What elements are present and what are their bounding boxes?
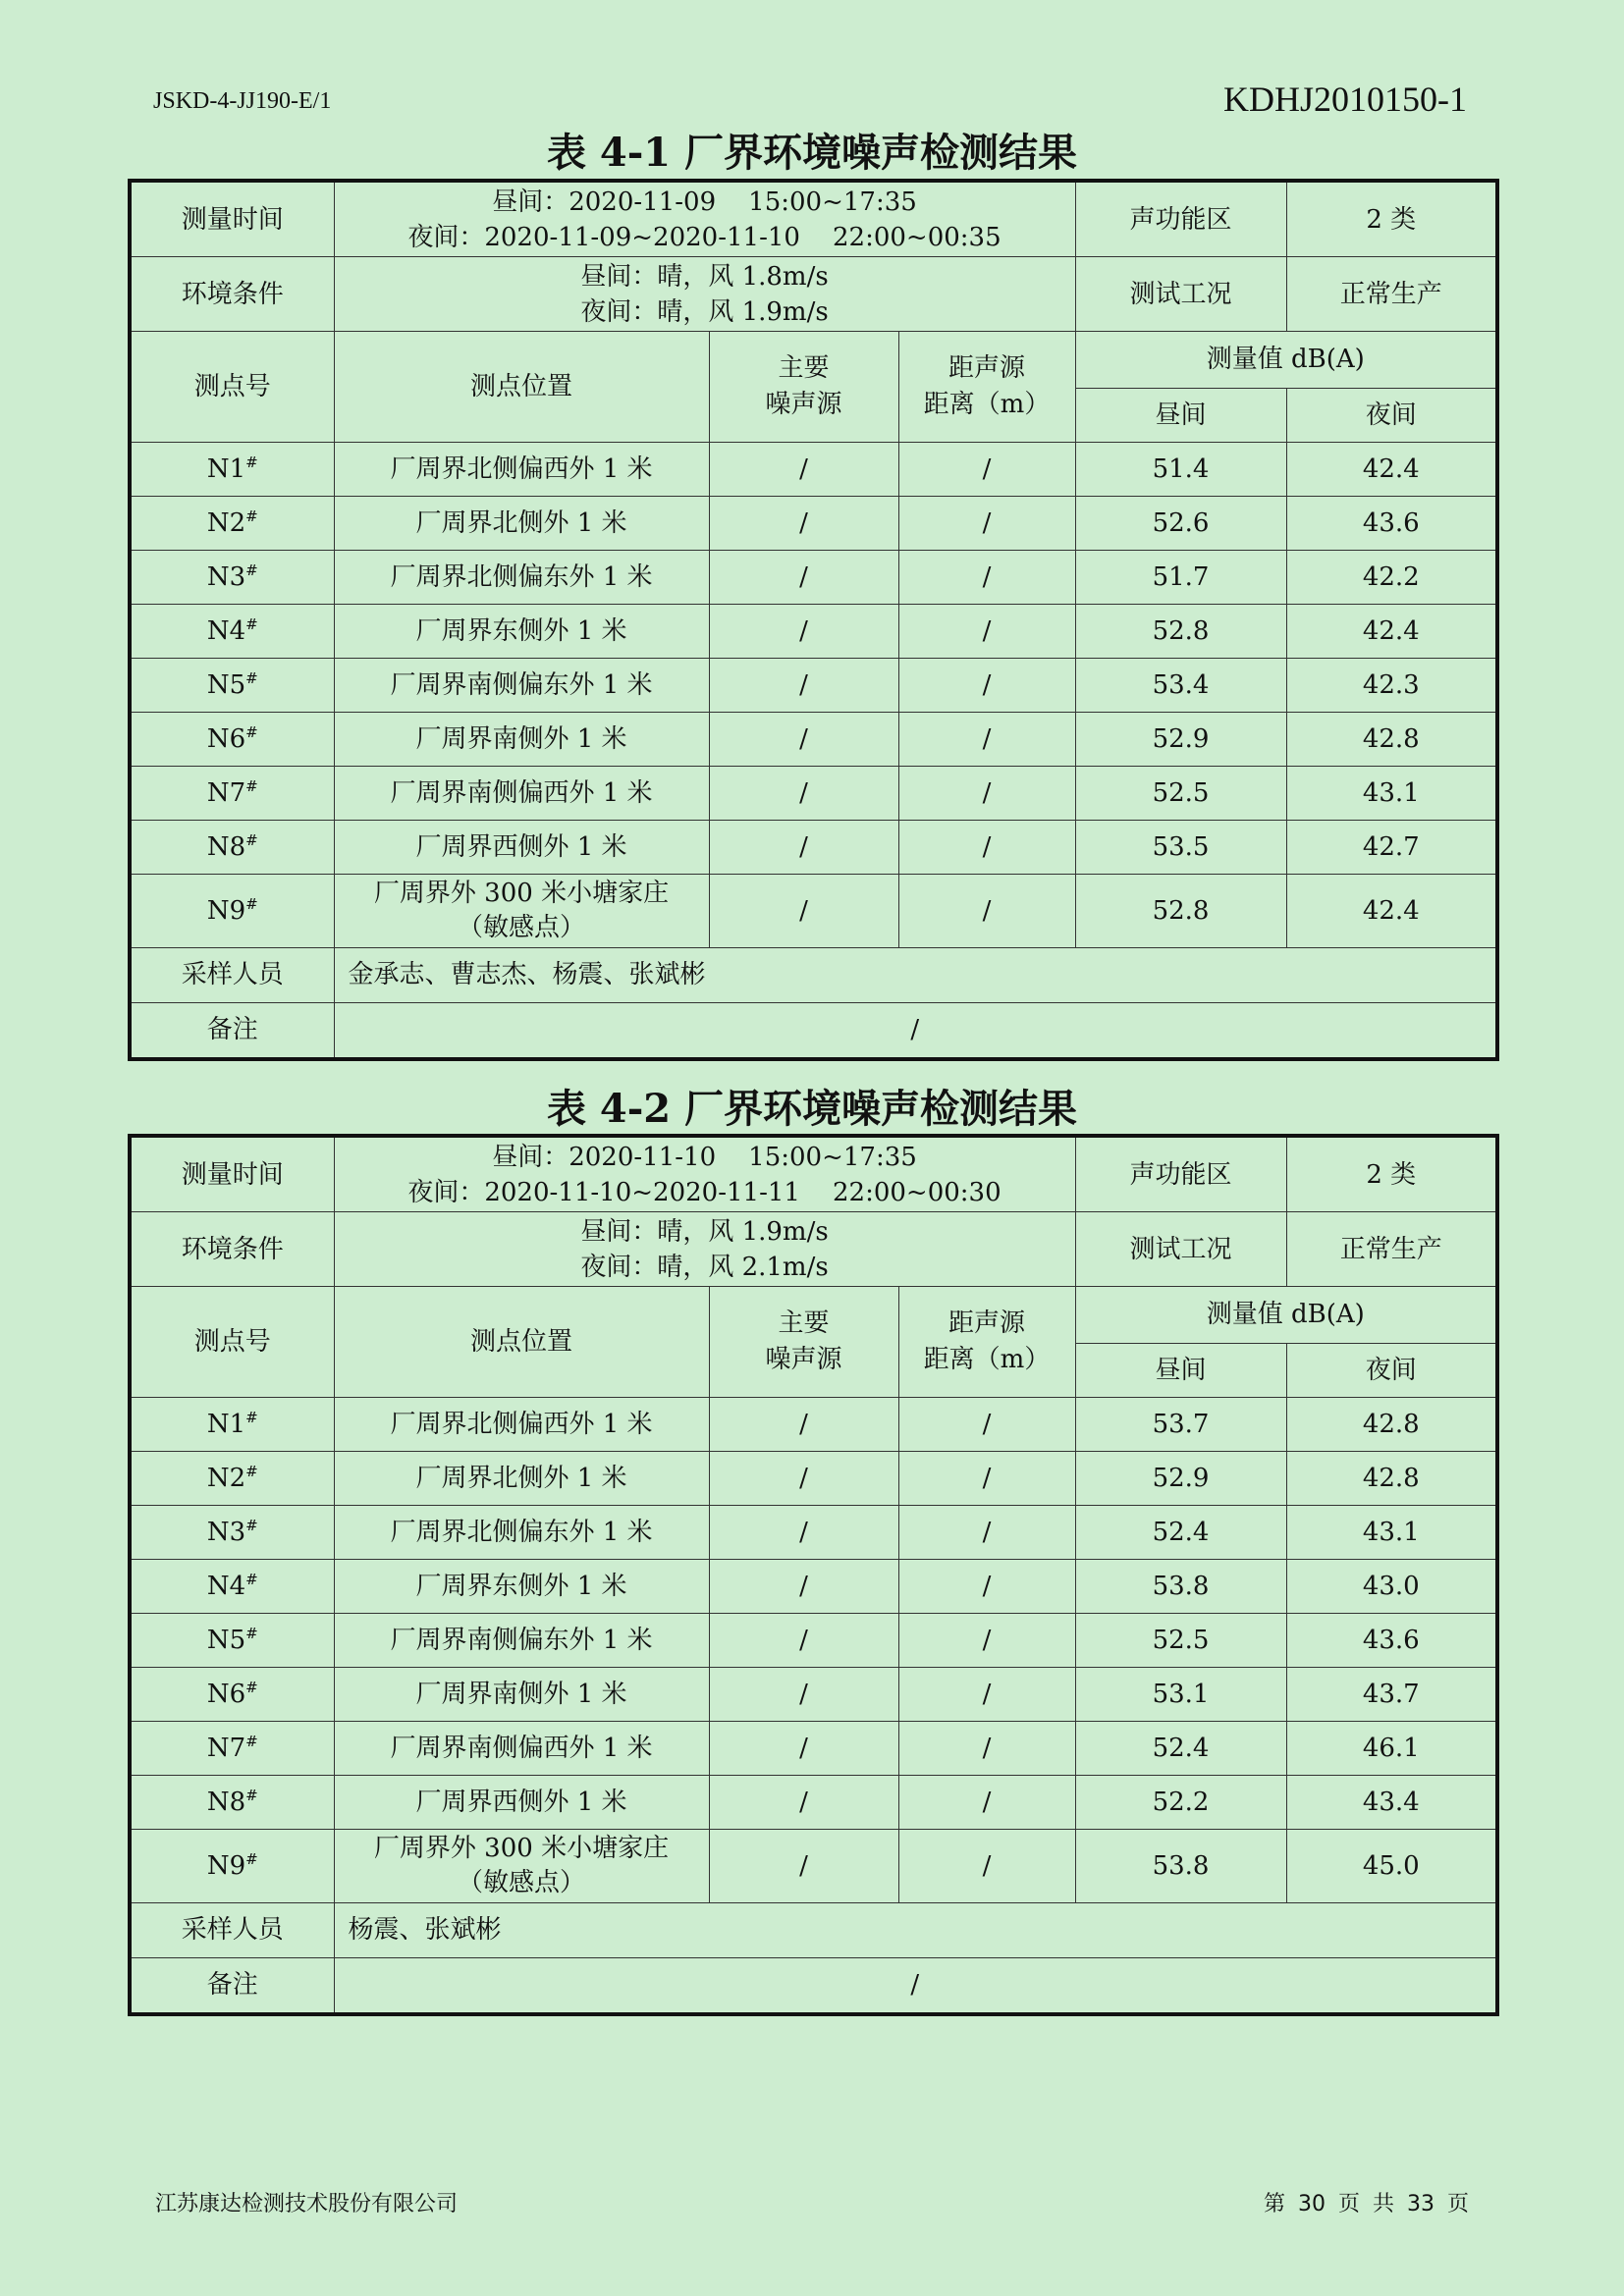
point-no: N5	[206, 1625, 246, 1655]
source-distance: /	[898, 875, 1075, 948]
point-no: N2	[206, 1463, 246, 1493]
point-location: 厂周界南侧外 1 米	[334, 713, 709, 767]
table-row	[130, 1830, 1497, 1903]
day-value: 52.9	[1075, 713, 1286, 767]
col-header-measured-value: 测量值 dB(A)	[1075, 1287, 1497, 1344]
main-source: /	[709, 443, 898, 497]
point-no-cell	[130, 713, 334, 767]
col-header-measured-value: 测量值 dB(A)	[1075, 332, 1497, 389]
env-condition-line: 夜间：晴，风 2.1m/s	[580, 1252, 829, 1282]
day-value: 52.6	[1075, 497, 1286, 551]
table-row	[130, 659, 1497, 713]
point-suffix: #	[245, 507, 258, 525]
table-row	[130, 1614, 1497, 1668]
point-suffix: #	[245, 1678, 258, 1696]
point-no: N8	[206, 1787, 246, 1817]
source-distance: /	[898, 443, 1075, 497]
main-source: /	[709, 713, 898, 767]
sampler-label: 采样人员	[130, 1903, 334, 1958]
day-value: 52.9	[1075, 1452, 1286, 1506]
point-no-cell	[130, 443, 334, 497]
point-location: 厂周界北侧偏东外 1 米	[334, 551, 709, 605]
measure-time-day: 昼间：2020-11-10 15:00~17:35	[492, 1142, 917, 1172]
col-header-night: 夜间	[1286, 1344, 1497, 1398]
point-no-cell	[130, 1830, 334, 1903]
sampler-value: 金承志、曹志杰、杨震、张斌彬	[334, 948, 1497, 1003]
point-suffix: #	[245, 1732, 258, 1750]
env-condition-value	[334, 257, 1075, 332]
point-no-cell	[130, 1452, 334, 1506]
point-location: 厂周界南侧偏西外 1 米	[334, 767, 709, 821]
document-code: JSKD-4-JJ190-E/1	[153, 88, 332, 114]
table-row	[130, 1506, 1497, 1560]
point-no-cell	[130, 1614, 334, 1668]
table-row	[130, 497, 1497, 551]
col-header-point-no: 测点号	[130, 332, 334, 443]
night-value: 42.2	[1286, 551, 1497, 605]
night-value: 42.3	[1286, 659, 1497, 713]
point-no: N1	[206, 1409, 246, 1439]
table-1-title: 表 4-1 厂界环境噪声检测结果	[546, 130, 1078, 176]
night-value: 46.1	[1286, 1722, 1497, 1776]
point-location: 厂周界西侧外 1 米	[334, 1776, 709, 1830]
table-row	[130, 1398, 1497, 1452]
col-header-distance: 距声源 距离（m）	[898, 1287, 1075, 1398]
source-distance: /	[898, 1506, 1075, 1560]
point-location: 厂周界西侧外 1 米	[334, 821, 709, 875]
point-location: 厂周界外 300 米小塘家庄 （敏感点）	[334, 1830, 709, 1903]
col-header-point-no: 测点号	[130, 1287, 334, 1398]
point-no-cell	[130, 659, 334, 713]
point-no-cell	[130, 875, 334, 948]
point-location: 厂周界北侧偏西外 1 米	[334, 443, 709, 497]
night-value: 42.4	[1286, 875, 1497, 948]
company-name: 江苏康达检测技术股份有限公司	[155, 2192, 459, 2216]
day-value: 52.8	[1075, 875, 1286, 948]
source-distance: /	[898, 1668, 1075, 1722]
day-value: 52.8	[1075, 605, 1286, 659]
point-location: 厂周界南侧偏东外 1 米	[334, 659, 709, 713]
col-header-main-source: 主要 噪声源	[709, 1287, 898, 1398]
table-row	[130, 1776, 1497, 1830]
point-location: 厂周界北侧外 1 米	[334, 1452, 709, 1506]
point-location: 厂周界北侧偏西外 1 米	[334, 1398, 709, 1452]
point-no: N7	[206, 777, 246, 808]
table-row	[130, 1722, 1497, 1776]
main-source: /	[709, 659, 898, 713]
night-value: 42.8	[1286, 1452, 1497, 1506]
measure-time-label: 测量时间	[130, 1136, 334, 1212]
source-distance: /	[898, 713, 1075, 767]
source-distance: /	[898, 551, 1075, 605]
point-no-cell	[130, 551, 334, 605]
night-value: 43.1	[1286, 767, 1497, 821]
day-value: 53.8	[1075, 1830, 1286, 1903]
col-header-distance: 距声源 距离（m）	[898, 332, 1075, 443]
point-no-cell	[130, 1398, 334, 1452]
point-no: N6	[206, 1679, 246, 1709]
remark-label: 备注	[130, 1003, 334, 1060]
night-value: 42.8	[1286, 713, 1497, 767]
table-row	[130, 821, 1497, 875]
col-header-night: 夜间	[1286, 389, 1497, 443]
point-suffix: #	[245, 776, 258, 795]
col-header-location: 测点位置	[334, 1287, 709, 1398]
point-no-cell	[130, 1506, 334, 1560]
night-value: 43.0	[1286, 1560, 1497, 1614]
report-number: KDHJ2010150-1	[1223, 80, 1467, 119]
acoustic-zone-label: 声功能区	[1075, 181, 1286, 257]
point-no: N3	[206, 1517, 246, 1547]
measure-time-night: 夜间：2020-11-10~2020-11-11 22:00~00:30	[407, 1177, 1001, 1207]
point-no-cell	[130, 1560, 334, 1614]
point-no: N8	[206, 831, 246, 862]
env-condition-line: 昼间：晴，风 1.8m/s	[580, 261, 829, 292]
point-no-cell	[130, 1722, 334, 1776]
point-suffix: #	[245, 1849, 258, 1868]
source-distance: /	[898, 767, 1075, 821]
col-header-day: 昼间	[1075, 389, 1286, 443]
source-distance: /	[898, 821, 1075, 875]
point-suffix: #	[245, 1570, 258, 1588]
point-location: 厂周界北侧偏东外 1 米	[334, 1506, 709, 1560]
table-row	[130, 551, 1497, 605]
source-distance: /	[898, 1722, 1075, 1776]
measure-time-value	[334, 1136, 1075, 1212]
point-no-cell	[130, 1668, 334, 1722]
noise-results-table-1	[128, 179, 1499, 1061]
point-no: N4	[206, 615, 246, 646]
day-value: 53.4	[1075, 659, 1286, 713]
source-distance: /	[898, 605, 1075, 659]
point-location: 厂周界北侧外 1 米	[334, 497, 709, 551]
point-no: N9	[206, 1850, 246, 1881]
test-condition-label: 测试工况	[1075, 1212, 1286, 1287]
main-source: /	[709, 1830, 898, 1903]
remark-value: /	[334, 1958, 1497, 2015]
day-value: 52.4	[1075, 1722, 1286, 1776]
remark-value: /	[334, 1003, 1497, 1060]
source-distance: /	[898, 497, 1075, 551]
point-suffix: #	[245, 722, 258, 741]
point-location: 厂周界南侧偏西外 1 米	[334, 1722, 709, 1776]
table-row	[130, 1452, 1497, 1506]
test-condition-value: 正常生产	[1286, 1212, 1497, 1287]
remark-label: 备注	[130, 1958, 334, 2015]
env-condition-label: 环境条件	[130, 1212, 334, 1287]
point-suffix: #	[245, 1624, 258, 1642]
main-source: /	[709, 551, 898, 605]
measure-time-value	[334, 181, 1075, 257]
point-no-cell	[130, 605, 334, 659]
col-header-main-source: 主要 噪声源	[709, 332, 898, 443]
point-no: N3	[206, 561, 246, 592]
source-distance: /	[898, 1398, 1075, 1452]
point-no-cell	[130, 497, 334, 551]
day-value: 52.5	[1075, 1614, 1286, 1668]
source-distance: /	[898, 1614, 1075, 1668]
main-source: /	[709, 1452, 898, 1506]
point-no-cell	[130, 821, 334, 875]
point-location: 厂周界南侧外 1 米	[334, 1668, 709, 1722]
measure-time-label: 测量时间	[130, 181, 334, 257]
point-no: N4	[206, 1571, 246, 1601]
main-source: /	[709, 1614, 898, 1668]
point-location: 厂周界外 300 米小塘家庄 （敏感点）	[334, 875, 709, 948]
main-source: /	[709, 1722, 898, 1776]
point-no: N7	[206, 1733, 246, 1763]
table-row	[130, 443, 1497, 497]
point-no: N6	[206, 723, 246, 754]
main-source: /	[709, 1776, 898, 1830]
point-suffix: #	[245, 1408, 258, 1426]
env-condition-line: 昼间：晴，风 1.9m/s	[580, 1216, 829, 1247]
table-2-title: 表 4-2 厂界环境噪声检测结果	[546, 1086, 1078, 1132]
point-suffix: #	[245, 561, 258, 579]
night-value: 43.4	[1286, 1776, 1497, 1830]
env-condition-value	[334, 1212, 1075, 1287]
day-value: 53.8	[1075, 1560, 1286, 1614]
night-value: 42.8	[1286, 1398, 1497, 1452]
point-location: 厂周界东侧外 1 米	[334, 605, 709, 659]
point-no: N5	[206, 669, 246, 700]
acoustic-zone-value: 2 类	[1286, 1136, 1497, 1212]
main-source: /	[709, 1560, 898, 1614]
noise-results-table-2	[128, 1134, 1499, 2016]
night-value: 43.7	[1286, 1668, 1497, 1722]
col-header-day: 昼间	[1075, 1344, 1286, 1398]
main-source: /	[709, 1398, 898, 1452]
night-value: 45.0	[1286, 1830, 1497, 1903]
point-suffix: #	[245, 1462, 258, 1480]
source-distance: /	[898, 659, 1075, 713]
test-condition-label: 测试工况	[1075, 257, 1286, 332]
day-value: 53.5	[1075, 821, 1286, 875]
page-number: 第 30 页 共 33 页	[1264, 2192, 1469, 2216]
point-suffix: #	[245, 668, 258, 687]
source-distance: /	[898, 1560, 1075, 1614]
main-source: /	[709, 497, 898, 551]
col-header-location: 测点位置	[334, 332, 709, 443]
day-value: 53.1	[1075, 1668, 1286, 1722]
acoustic-zone-label: 声功能区	[1075, 1136, 1286, 1212]
main-source: /	[709, 821, 898, 875]
night-value: 42.4	[1286, 605, 1497, 659]
night-value: 42.7	[1286, 821, 1497, 875]
day-value: 52.5	[1075, 767, 1286, 821]
point-suffix: #	[245, 614, 258, 633]
sampler-label: 采样人员	[130, 948, 334, 1003]
night-value: 42.4	[1286, 443, 1497, 497]
test-condition-value: 正常生产	[1286, 257, 1497, 332]
sampler-value: 杨震、张斌彬	[334, 1903, 1497, 1958]
point-no: N9	[206, 895, 246, 926]
point-suffix: #	[245, 453, 258, 471]
source-distance: /	[898, 1776, 1075, 1830]
table-row	[130, 1560, 1497, 1614]
main-source: /	[709, 605, 898, 659]
point-no-cell	[130, 767, 334, 821]
source-distance: /	[898, 1452, 1075, 1506]
point-no: N2	[206, 507, 246, 538]
measure-time-day: 昼间：2020-11-09 15:00~17:35	[492, 187, 917, 217]
day-value: 53.7	[1075, 1398, 1286, 1452]
point-suffix: #	[245, 1516, 258, 1534]
day-value: 52.4	[1075, 1506, 1286, 1560]
table-row	[130, 605, 1497, 659]
main-source: /	[709, 1506, 898, 1560]
point-no: N1	[206, 454, 246, 484]
acoustic-zone-value: 2 类	[1286, 181, 1497, 257]
main-source: /	[709, 767, 898, 821]
day-value: 52.2	[1075, 1776, 1286, 1830]
main-source: /	[709, 875, 898, 948]
night-value: 43.6	[1286, 1614, 1497, 1668]
day-value: 51.7	[1075, 551, 1286, 605]
point-location: 厂周界南侧偏东外 1 米	[334, 1614, 709, 1668]
measure-time-night: 夜间：2020-11-09~2020-11-10 22:00~00:35	[407, 222, 1001, 252]
point-suffix: #	[245, 894, 258, 913]
table-row	[130, 713, 1497, 767]
env-condition-line: 夜间：晴，风 1.9m/s	[580, 296, 829, 327]
table-row	[130, 875, 1497, 948]
night-value: 43.6	[1286, 497, 1497, 551]
point-suffix: #	[245, 830, 258, 849]
point-location: 厂周界东侧外 1 米	[334, 1560, 709, 1614]
main-source: /	[709, 1668, 898, 1722]
day-value: 51.4	[1075, 443, 1286, 497]
point-no-cell	[130, 1776, 334, 1830]
env-condition-label: 环境条件	[130, 257, 334, 332]
night-value: 43.1	[1286, 1506, 1497, 1560]
point-suffix: #	[245, 1786, 258, 1804]
source-distance: /	[898, 1830, 1075, 1903]
table-row	[130, 1668, 1497, 1722]
table-row	[130, 767, 1497, 821]
